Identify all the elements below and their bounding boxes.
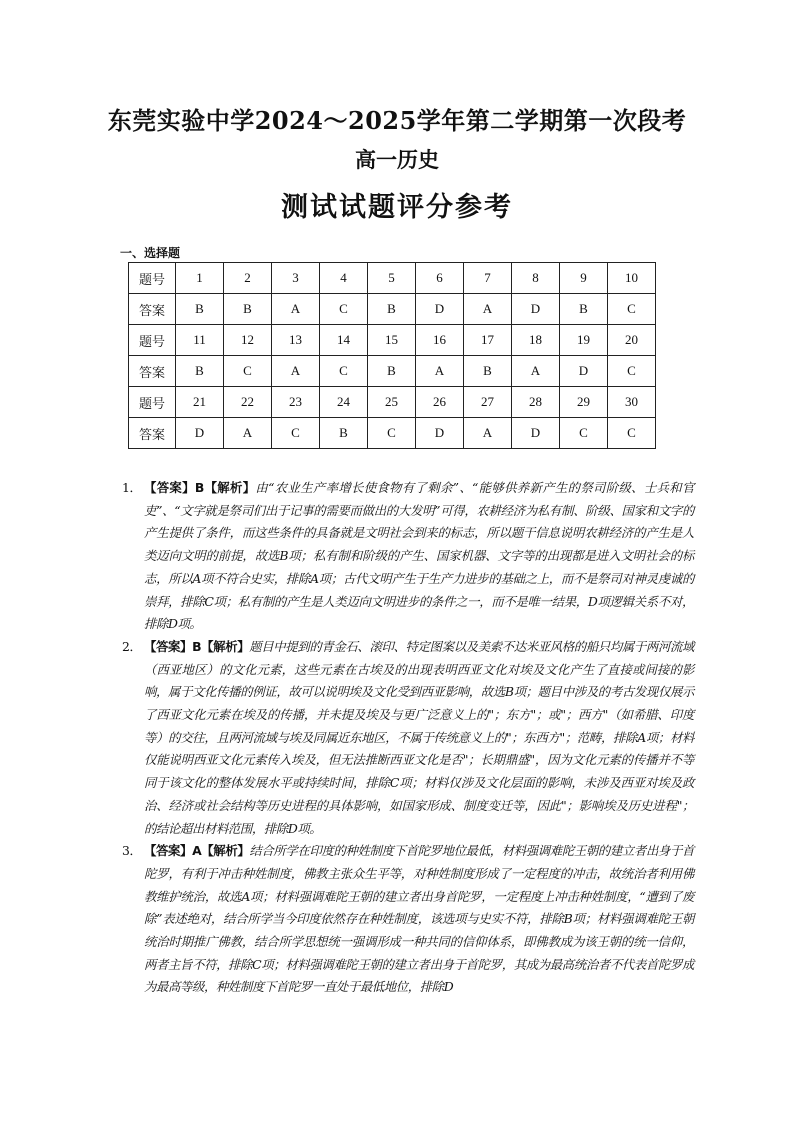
question-number-cell: 19	[560, 325, 608, 356]
explanation-number: 1．	[122, 480, 142, 495]
explanation-text: 由“农业生产率增长使食物有了剩余”、“能够供养新产生的祭司阶级、士兵和官吏”、“文字就是祭司们出于记事的需要而做出的大发明”可得，农耕经济为私有制、阶级、国家和文字的产生提供了条件，而这些条件的具备就是文明社会到来的标志，所以题干信息说明农耕经济的产生是人类迈向文明的前提，故选B项；私有制和阶级的产生、国家机器、文字等的出现都是进入文明社会的标志，所以A项不符合史实，排除A项；古代文明产生于生产力进步的基础之上，而不是祭司对神灵虔诚的崇拜，排除C项；私有制的产生是人类迈向文明进步的条件之一，而不是唯一结果，D项逻辑关系不对，排除D项。	[144, 480, 694, 632]
answer-cell: C	[272, 418, 320, 449]
question-number-cell: 5	[368, 263, 416, 294]
question-number-cell: 7	[464, 263, 512, 294]
question-number-row	[129, 263, 656, 294]
answer-cell: D	[176, 418, 224, 449]
answer-cell: D	[560, 356, 608, 387]
question-number-row	[129, 325, 656, 356]
question-number-cell: 4	[320, 263, 368, 294]
answer-cell: C	[320, 294, 368, 325]
answer-cell: C	[608, 356, 656, 387]
answer-cell: B	[464, 356, 512, 387]
answer-cell: B	[176, 294, 224, 325]
section-multiple-choice-heading: 一、选择题	[120, 246, 181, 260]
answer-row	[129, 418, 656, 449]
answer-cell: D	[512, 294, 560, 325]
question-number-cell: 11	[176, 325, 224, 356]
question-number-cell: 30	[608, 387, 656, 418]
answer-cell: A	[272, 294, 320, 325]
answer-cell: A	[464, 294, 512, 325]
answer-tag: 【答案】B【解析】	[144, 480, 256, 495]
answer-cell: C	[368, 418, 416, 449]
answer-row-label: 答案	[129, 294, 176, 325]
question-number-cell: 17	[464, 325, 512, 356]
question-number-cell: 3	[272, 263, 320, 294]
question-number-row	[129, 387, 656, 418]
question-number-cell: 12	[224, 325, 272, 356]
question-number-cell: 20	[608, 325, 656, 356]
question-number-cell: 10	[608, 263, 656, 294]
explanation-item	[122, 477, 694, 636]
answer-cell: C	[608, 294, 656, 325]
answer-cell: A	[416, 356, 464, 387]
explanation-text: 题目中提到的青金石、滚印、特定图案以及美索不达米亚风格的船只均属于两河流域（西亚地区）的文化元素，这些元素在古埃及的出现表明西亚文化对埃及文化产生了直接或间接的影响，属于文化传播的例证，故可以说明埃及文化受到西亚影响，故选B项；题目中涉及的考古发现仅展示了西亚文化元素在埃及的传播，并未提及埃及与更广泛意义上的"；东方"；或"；西方"（如希腊、印度等）的交往，且两河流域与埃及同属近东地区，不属于传统意义上的"；东西方"；范畴，排除A项；材料仅能说明西亚文化元素传入埃及，但无法推断西亚文化是否"；长期鼎盛"，因为文化元素的传播并不等同于该文化的整体发展水平或持续时间，排除C项；材料仅涉及文化层面的影响，未涉及西亚对埃及政治、经济或社会结构等历史进程的具体影响，如国家形成、制度变迁等，因此"；影响埃及历史进程"；的结论超出材料范围，排除D项。	[144, 638, 694, 836]
question-number-cell: 6	[416, 263, 464, 294]
answer-cell: B	[176, 356, 224, 387]
answer-row	[129, 356, 656, 387]
answer-cell: B	[320, 418, 368, 449]
answer-cell: A	[464, 418, 512, 449]
explanation-item	[122, 636, 694, 840]
question-number-cell: 8	[512, 263, 560, 294]
subject-title: 高一历史	[355, 147, 439, 172]
question-number-cell: 16	[416, 325, 464, 356]
question-number-cell: 22	[224, 387, 272, 418]
explanation-number: 3．	[122, 843, 142, 859]
answer-tag: 【答案】A【解析】	[144, 843, 250, 859]
answer-cell: D	[416, 294, 464, 325]
document-title: 测试试题评分参考	[281, 192, 513, 223]
question-number-cell: 13	[272, 325, 320, 356]
answer-cell: A	[224, 418, 272, 449]
answer-row-label: 答案	[129, 356, 176, 387]
question-number-cell: 2	[224, 263, 272, 294]
answer-cell: B	[368, 356, 416, 387]
answer-cell: C	[224, 356, 272, 387]
answer-cell: C	[608, 418, 656, 449]
question-row-label: 题号	[129, 387, 176, 418]
question-number-cell: 21	[176, 387, 224, 418]
question-row-label: 题号	[129, 325, 176, 356]
school-exam-title: 东莞实验中学2024～2025学年第二学期第一次段考	[107, 106, 687, 135]
answer-cell: B	[224, 294, 272, 325]
question-number-cell: 23	[272, 387, 320, 418]
question-number-cell: 15	[368, 325, 416, 356]
question-number-cell: 18	[512, 325, 560, 356]
answer-cell: D	[512, 418, 560, 449]
question-number-cell: 9	[560, 263, 608, 294]
question-number-cell: 1	[176, 263, 224, 294]
question-number-cell: 14	[320, 325, 368, 356]
answer-row	[129, 294, 656, 325]
explanation-item	[122, 840, 694, 999]
explanation-text: 结合所学在印度的种姓制度下首陀罗地位最低，材料强调难陀王朝的建立者出身于首陀罗，有利于冲击种姓制度，佛教主张众生平等，对种姓制度形成了一定程度的冲击，故统治者利用佛教维护统治，故选A项；材料强调难陀王朝的建立者出身首陀罗，一定程度上冲击种姓制度，“遭到了废除”表述绝对，结合所学当今印度依然存在种姓制度，该选项与史实不符，排除B项；材料强调难陀王朝统治时期推广佛教，结合所学思想统一强调形成一种共同的信仰体系，即佛教成为该王朝的统一信仰，两者主旨不符，排除C项；材料强调难陀王朝的建立者出身于首陀罗，其成为最高统治者不代表首陀罗成为最高等级，种姓制度下首陀罗一直处于最低地位，排除D	[144, 843, 694, 995]
explanation-number: 2．	[122, 638, 142, 654]
question-number-cell: 26	[416, 387, 464, 418]
question-row-label: 题号	[129, 263, 176, 294]
answer-row-label: 答案	[129, 418, 176, 449]
answer-cell: C	[560, 418, 608, 449]
answer-cell: A	[512, 356, 560, 387]
answer-cell: B	[560, 294, 608, 325]
answer-cell: D	[416, 418, 464, 449]
question-number-cell: 27	[464, 387, 512, 418]
question-number-cell: 25	[368, 387, 416, 418]
question-number-cell: 24	[320, 387, 368, 418]
explanation-list	[122, 477, 694, 999]
answer-cell: B	[368, 294, 416, 325]
question-number-cell: 28	[512, 387, 560, 418]
answer-cell: C	[320, 356, 368, 387]
answer-cell: A	[272, 356, 320, 387]
answer-tag: 【答案】B【解析】	[144, 638, 250, 654]
question-number-cell: 29	[560, 387, 608, 418]
answer-table	[128, 262, 656, 449]
